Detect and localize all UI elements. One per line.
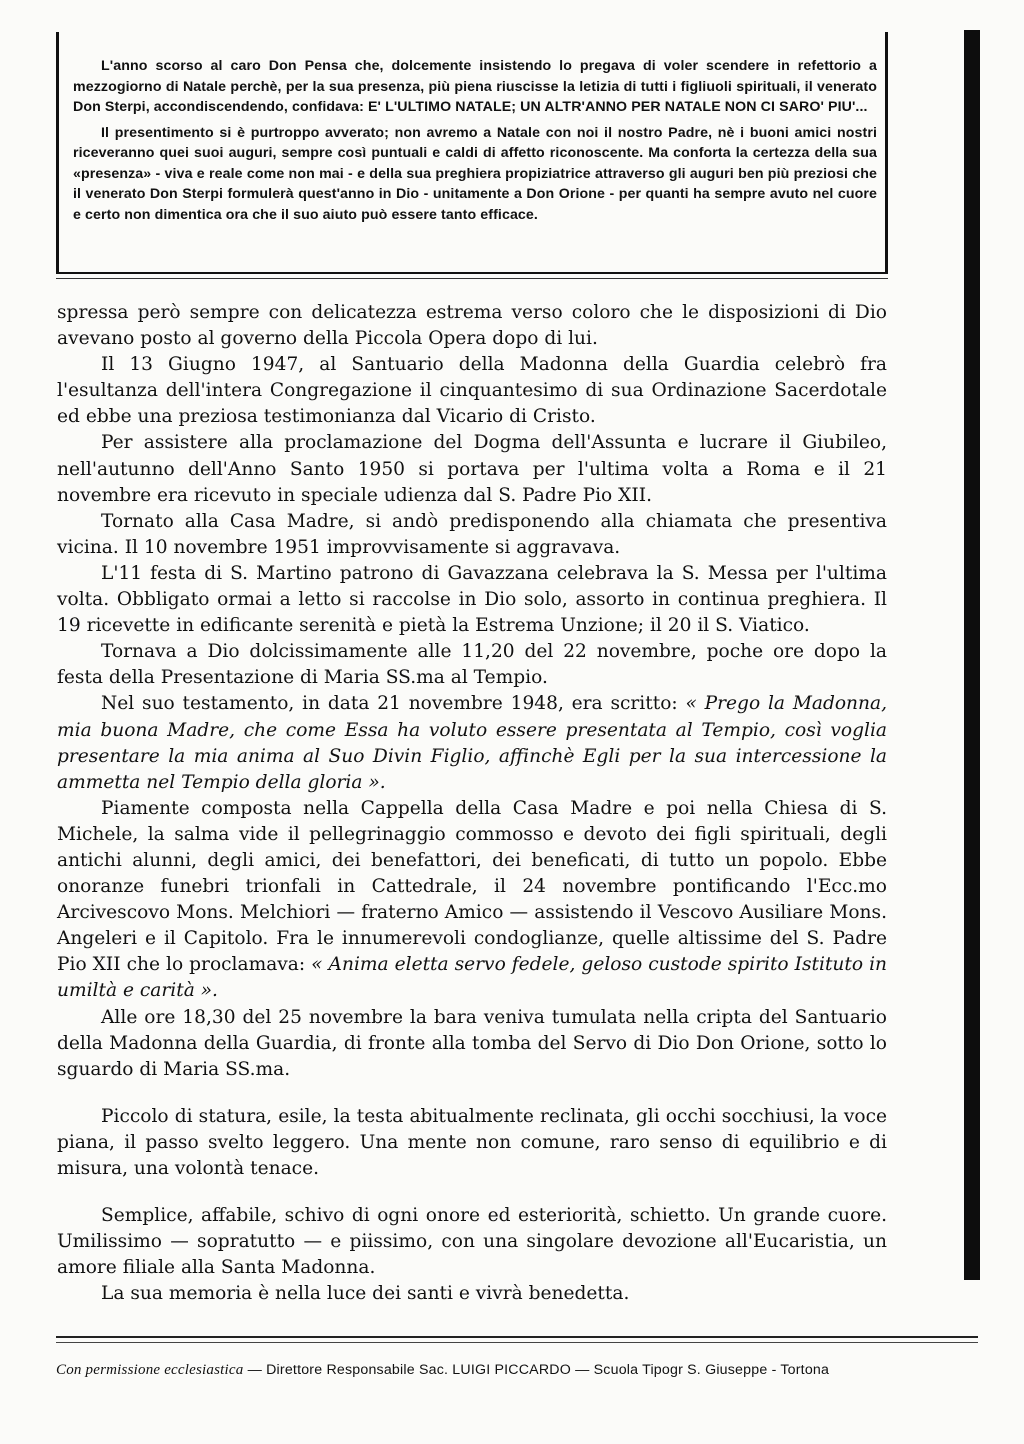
publisher-credits: — Direttore Responsabile Sac. LUIGI PICCARDO — Scuola Tipogr S. Giuseppe - Tortona [243, 1362, 830, 1378]
colophon [56, 1362, 986, 1379]
paragraph: Tornava a Dio dolcissimamente alle 11,20 del 22 novembre, poche ore dopo la festa della Presentazione di Maria SS.ma al Tempio. [57, 641, 887, 689]
testament-quote: « Prego la Madonna, mia buona Madre, che come Essa ha voluto essere presentata al Tempio, così voglia presentare la mia anima al Suo Divin Figlio, affinchè Egli per la sua intercessione la ammetta nel Tempio della gloria ». [57, 693, 887, 793]
paragraph: La sua memoria è nella luce dei santi e vivrà benedetta. [101, 1283, 630, 1305]
page-edge-bar [964, 30, 980, 1280]
footer-rule-thin [56, 1342, 978, 1343]
paragraph: spressa però sempre con delicatezza estrema verso coloro che le disposizioni di Dio avevano posto al governo della Piccola Opera dopo di lui. [57, 302, 887, 350]
notice-underline [56, 278, 888, 279]
ecclesiastical-permission: Con permissione ecclesiastica [56, 1362, 244, 1378]
paragraph: Il 13 Giugno 1947, al Santuario della Madonna della Guardia celebrò fra l'esultanza dell'intera Congregazione il cinquantesimo di sua Ordinazione Sacerdotale ed ebbe una preziosa testimonianza dal Vicario di Cristo. [57, 354, 887, 428]
funeral-text: Piamente composta nella Cappella della Casa Madre e poi nella Chiesa di S. Michele, la salma vide il pellegrinaggio commosso e devoto dei figli spirituali, degli antichi alunni, degli amici, dei benefattori, dei beneficati, di tutto un popolo. Ebbe onoranze funebri trionfali in Cattedrale, il 24 novembre pontificando l'Ecc.mo Arcivescovo Mons. Melchiori — fraterno Amico — assistendo il Vescovo Ausiliare Mons. Angeleri e il Capitolo. Fra le innumerevoli condoglianze, quelle altissime del S. Padre Pio XII che lo proclamava: [57, 797, 887, 976]
paragraph: L'11 festa di S. Martino patrono di Gavazzana celebrava la S. Messa per l'ultima volta. Obbligato ormai a letto si raccolse in Dio solo, assorto in continua preghiera. Il 19 ricevette in edificante serenità e pietà la Estrema Unzione; il 20 il S. Viatico. [57, 562, 887, 637]
notice-text [73, 56, 877, 225]
paragraph: Semplice, affabile, schivo di ogni onore ed esteriorità, schietto. Un grande cuore. Umilissimo — sopratutto — e piissimo, con una singolare devozione all'Eucaristia, un amore filiale alla Santa Madonna. [57, 1205, 887, 1279]
notice-paragraph-1: L'anno scorso al caro Don Pensa che, dolcemente insistendo lo pregava di voler scendere in refettorio a mezzogiorno di Natale perchè, per la sua presenza, più piena riuscisse la letizia di tutti i figliuoli spirituali, il venerato Don Sterpi, accondiscendendo, confidava: E' L'ULTIMO NATALE; UN ALTR'ANNO PER NATALE NON CI SARO' PIU'... [73, 58, 877, 115]
paragraph-funeral [57, 796, 887, 1005]
notice-box [56, 32, 888, 274]
paragraph: Per assistere alla proclamazione del Dogma dell'Assunta e lucrare il Giubileo, nell'autunno dell'Anno Santo 1950 si portava per l'ultima volta a Roma e il 21 novembre era ricevuto in speciale udienza dal S. Padre Pio XII. [57, 432, 887, 506]
paragraph-testament [57, 691, 887, 795]
paragraph: Alle ore 18,30 del 25 novembre la bara veniva tumulata nella cripta del Santuario della Madonna della Guardia, di fronte alla tomba del Servo di Dio Don Orione, sotto lo sguardo di Maria SS.ma. [57, 1006, 887, 1080]
footer-rule [56, 1336, 978, 1338]
paragraph: Piccolo di statura, esile, la testa abitualmente reclinata, gli occhi socchiusi, la voce piana, il passo svelto leggero. Una mente non comune, raro senso di equilibrio e di misura, una volontà tenace. [57, 1105, 887, 1179]
testament-intro: Nel suo testamento, in data 21 novembre 1948, era scritto: [101, 693, 686, 715]
article-body [57, 300, 887, 1307]
pope-quote: « Anima eletta servo fedele, geloso custode spirito Istituto in umiltà e carità ». [57, 954, 887, 1002]
notice-paragraph-2: Il presentimento si è purtroppo avverato; non avremo a Natale con noi il nostro Padre, nè i buoni amici nostri riceveranno quei suoi auguri, sempre così puntuali e caldi di affetto riconoscente. Ma conforta la certezza della sua «presenza» - viva e reale come non mai - e della sua preghiera propiziatrice attraverso gli auguri ben più preziosi che il venerato Don Sterpi formulerà quest'anno in Dio - unitamente a Don Orione - per quanti ha sempre avuto nel cuore e certo non dimentica ora che il suo aiuto può essere tanto efficace. [73, 124, 877, 223]
paragraph: Tornato alla Casa Madre, si andò predisponendo alla chiamata che presentiva vicina. Il 10 novembre 1951 improvvisamente si aggravava. [57, 510, 887, 558]
